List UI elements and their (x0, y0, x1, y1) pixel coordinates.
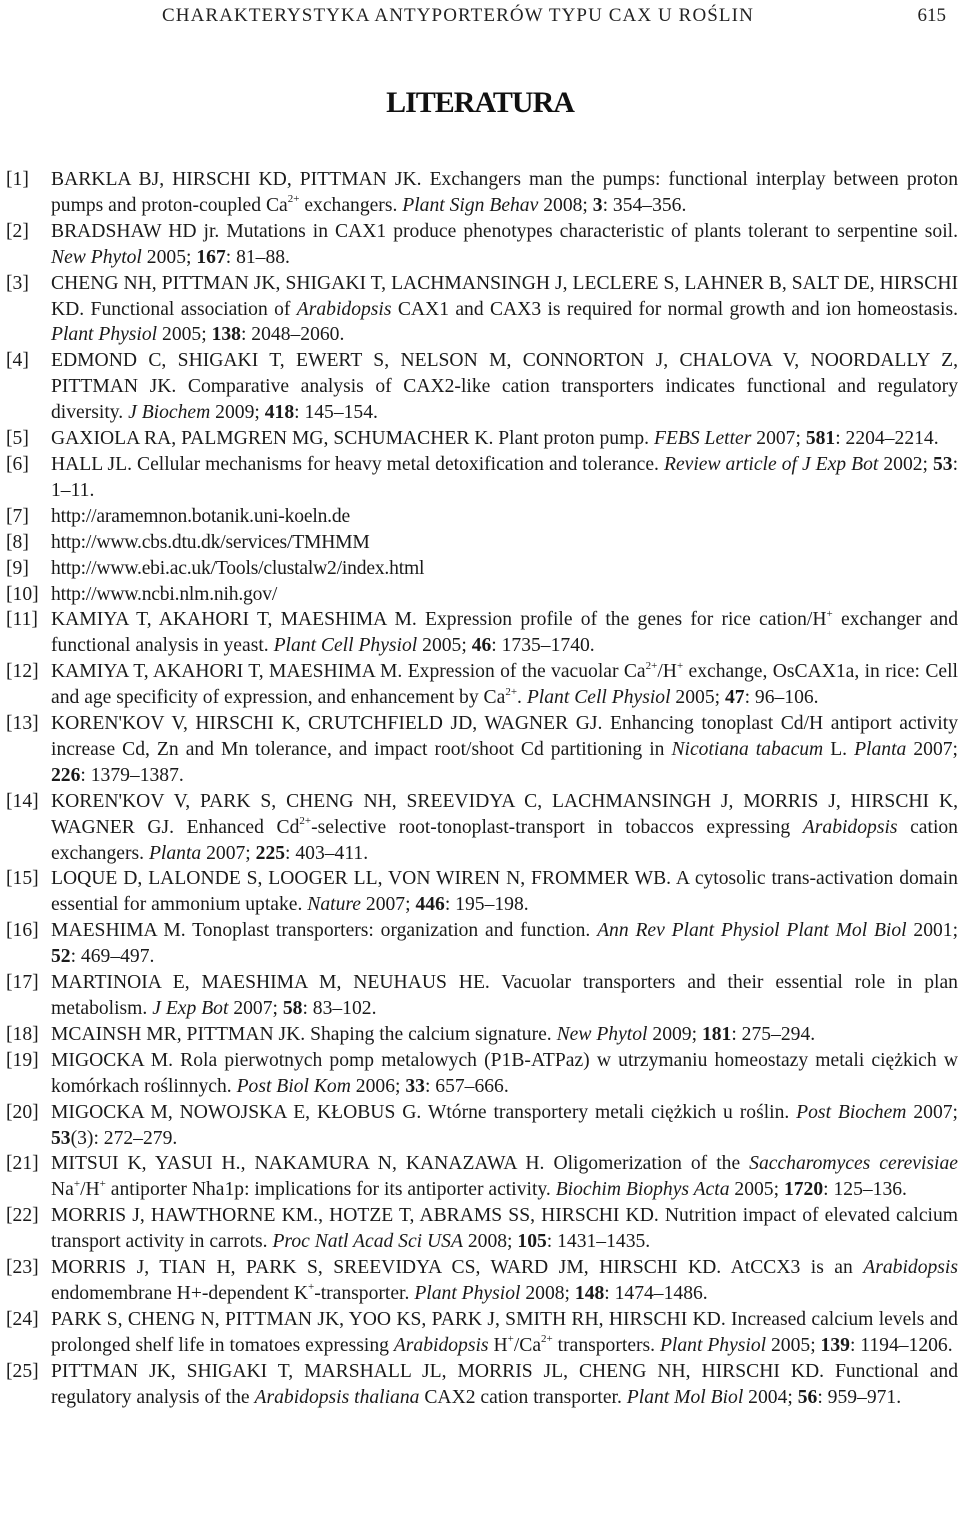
reference-body: MORRIS J, HAWTHORNE KM., HOTZE T, ABRAMS SS, HIRSCHI KD. Nutrition impact of elevated calcium transport activity in carrots. Proc Natl Acad Sci USA 2008; 105: 1431–1435. (51, 1205, 958, 1253)
reference-volume: 418 (264, 402, 295, 424)
reference-authors: BARKLA BJ, HIRSCHI KD, PITTMAN JK. (51, 169, 422, 190)
reference-journal: Plant Cell Physiol (526, 687, 671, 709)
reference-item (6, 970, 958, 1022)
reference-volume: 167 (196, 246, 226, 268)
reference-journal: J Exp Bot (152, 998, 229, 1019)
reference-journal: Plant Physiol (51, 324, 158, 346)
reference-number: [6] (6, 453, 29, 475)
reference-item (6, 607, 958, 659)
reference-body: MITSUI K, YASUI H., NAKAMURA N, KANAZAWA H. Oligomerization of the Saccharomyces cerevisiae Na+/H+ antiporter Nha1p: implications for its antiporter activity. Biochim Biophys Acta 2005; 1720: 125–136. (51, 1153, 958, 1201)
reference-number: [23] (6, 1257, 39, 1279)
reference-item (6, 271, 958, 349)
reference-title: Mutations in CAX1 produce phenotypes characteristic of plants tolerant to serpentine soil. (226, 220, 958, 242)
reference-item (6, 348, 958, 426)
reference-body: LOQUE D, LALONDE S, LOOGER LL, VON WIREN N, FROMMER WB. A cytosolic trans-activation domain essential for ammonium uptake. Nature 2007; 446: 195–198. (51, 868, 958, 916)
reference-title: A cytosolic trans-activation domain essential for ammonium uptake. (51, 868, 958, 916)
reference-url-link[interactable]: http://www.cbs.dtu.dk/services/TMHMM (51, 531, 370, 553)
reference-item (6, 1307, 958, 1359)
reference-journal: New Phytol (556, 1023, 648, 1045)
reference-item (6, 426, 958, 452)
reference-volume: 148 (574, 1282, 605, 1304)
reference-volume: 33 (405, 1075, 425, 1097)
reference-title: Expression profile of the genes for rice cation/H (425, 609, 827, 631)
reference-authors: KOREN'KOV V, PARK S, CHENG NH, SREEVIDYA C, LACHMANSINGH J, MORRIS J, HIRSCHI K, WAGNER GJ. (51, 790, 958, 838)
reference-item (6, 167, 958, 219)
reference-title: Enhancing tonoplast Cd/H antiport activity increase Cd, Zn and Mn tolerance, and impact root/shoot Cd partitioning in (51, 713, 958, 760)
reference-number: [13] (6, 713, 39, 735)
reference-title: Shaping the calcium signature. (310, 1023, 552, 1045)
reference-journal: Ann Rev Plant Physiol Plant Mol Biol (597, 920, 907, 942)
reference-authors: LOQUE D, LALONDE S, LOOGER LL, VON WIREN N, FROMMER WB. (51, 868, 672, 890)
reference-number: [2] (6, 220, 29, 242)
reference-body: MIGOCKA M, NOWOJSKA E, KŁOBUS G. Wtórne transportery metali ciężkich u roślin. Post Biochem 2007; 53(3): 272–279. (51, 1101, 958, 1149)
reference-number: [3] (6, 272, 29, 294)
reference-number: [16] (6, 920, 39, 942)
reference-volume: 181 (701, 1023, 732, 1045)
reference-authors: KAMIYA T, AKAHORI T, MAESHIMA M. (51, 661, 403, 683)
reference-number: [11] (6, 609, 38, 631)
reference-number: [22] (6, 1205, 39, 1227)
reference-title: Tonoplast transporters: organization and function. (192, 920, 591, 942)
reference-volume: 105 (517, 1231, 547, 1253)
section-title: LITERATURA (386, 86, 574, 119)
reference-number: [10] (6, 583, 39, 605)
reference-number: [18] (6, 1023, 39, 1045)
reference-authors: MARTINOIA E, MAESHIMA M, NEUHAUS HE. (51, 972, 490, 994)
reference-body: MARTINOIA E, MAESHIMA M, NEUHAUS HE. Vacuolar transporters and their essential role in plan metabolism. J Exp Bot 2007; 58: 83–102. (51, 972, 958, 1019)
reference-body: HALL JL. Cellular mechanisms for heavy metal detoxification and tolerance. Review article of J Exp Bot 2002; 53: 1–11. (51, 453, 959, 501)
reference-body: MIGOCKA M. Rola pierwotnych pomp metalowych (P1B-ATPaz) w utrzymaniu homeostazy metali ciężkich w komórkach roślinnych. Post Biol Kom 2006; 33: 657–666. (51, 1049, 958, 1097)
reference-number: [9] (6, 557, 29, 579)
reference-body: MORRIS J, TIAN H, PARK S, SREEVIDYA CS, WARD JM, HIRSCHI KD. AtCCX3 is an Arabidopsis endomembrane H+-dependent K+-transporter. Plant Physiol 2008; 148: 1474–1486. (51, 1257, 958, 1304)
reference-item (6, 1203, 958, 1255)
reference-journal: FEBS Letter (653, 428, 752, 450)
reference-volume: 446 (415, 894, 445, 916)
reference-volume: 53 (933, 453, 953, 475)
reference-item (6, 711, 958, 789)
reference-item (6, 1022, 958, 1048)
reference-volume: 139 (820, 1334, 850, 1356)
reference-item (6, 504, 958, 530)
reference-authors: MORRIS J, HAWTHORNE KM., HOTZE T, ABRAMS SS, HIRSCHI KD. (51, 1205, 659, 1227)
reference-authors: MORRIS J, TIAN H, PARK S, SREEVIDYA CS, WARD JM, HIRSCHI KD. (51, 1257, 722, 1279)
reference-list (6, 167, 958, 1411)
reference-number: [5] (6, 428, 29, 450)
reference-volume: 1720 (783, 1179, 824, 1201)
reference-body: MCAINSH MR, PITTMAN JK. Shaping the calcium signature. New Phytol 2009; 181: 275–294. (51, 1023, 816, 1045)
reference-authors: MAESHIMA M. (51, 920, 186, 942)
reference-volume: 56 (797, 1386, 818, 1408)
reference-number: [14] (6, 790, 39, 812)
reference-authors: EDMOND C, SHIGAKI T, EWERT S, NELSON M, CONNORTON J, CHALOVA V, NOORDALLY Z, PITTMAN JK. (51, 350, 958, 398)
reference-volume: 58 (282, 998, 303, 1019)
reference-number: [17] (6, 972, 39, 994)
reference-journal: Plant Mol Biol (626, 1386, 744, 1408)
reference-volume: 3 (592, 194, 603, 216)
reference-number: [8] (6, 531, 29, 553)
reference-item (6, 530, 958, 556)
reference-journal: Post Biochem (796, 1101, 907, 1123)
reference-item (6, 556, 958, 582)
reference-title: Vacuolar transporters and their essential role in plan metabolism. (51, 972, 958, 1019)
reference-title: Wtórne transportery metali ciężkich u roślin. (427, 1101, 790, 1123)
reference-item (6, 1048, 958, 1100)
reference-title: Nutrition impact of elevated calcium transport activity in carrots. (51, 1205, 958, 1253)
reference-number: [12] (6, 661, 39, 683)
reference-number: [4] (6, 350, 29, 372)
reference-number: [7] (6, 505, 29, 527)
reference-journal: J Biochem (128, 402, 211, 424)
reference-body: EDMOND C, SHIGAKI T, EWERT S, NELSON M, CONNORTON J, CHALOVA V, NOORDALLY Z, PITTMAN JK. Comparative analysis of CAX2-like cation transporters indicates functional and regulatory diversity. J Biochem 2009; 418: 145–154. (51, 350, 958, 424)
reference-item (6, 582, 958, 608)
reference-item (6, 219, 958, 271)
reference-title: Rola pierwotnych pomp metalowych (P1B-ATPaz) w utrzymaniu homeostazy metali ciężkich w komórkach roślinnych. (51, 1049, 958, 1097)
reference-title: Functional association of (90, 298, 291, 320)
reference-journal: Nature (307, 894, 361, 916)
reference-title: Exchangers man the pumps: functional interplay between proton pumps and proton-coupled Ca (51, 169, 958, 216)
reference-number: [21] (6, 1153, 39, 1175)
reference-authors: BRADSHAW HD jr. (51, 220, 220, 242)
superscript: + (826, 607, 833, 620)
reference-authors: PITTMAN JK, SHIGAKI T, MARSHALL JL, MORRIS JL, CHENG NH, HIRSCHI KD. (51, 1360, 825, 1382)
reference-volume: 581 (805, 428, 836, 450)
reference-body: MAESHIMA M. Tonoplast transporters: organization and function. Ann Rev Plant Physiol Plant Mol Biol 2001; 52: 469–497. (51, 920, 959, 968)
reference-authors: KOREN'KOV V, HIRSCHI K, CRUTCHFIELD JD, WAGNER GJ. (51, 713, 603, 735)
reference-body: KOREN'KOV V, HIRSCHI K, CRUTCHFIELD JD, WAGNER GJ. Enhancing tonoplast Cd/H antiport activity increase Cd, Zn and Mn tolerance, and impact root/shoot Cd partitioning in Nicotiana tabacum L. Planta 2007; 226: 1379–1387. (51, 713, 958, 786)
reference-authors: MIGOCKA M. (51, 1049, 174, 1071)
reference-authors: MCAINSH MR, PITTMAN JK. (51, 1023, 306, 1045)
reference-number: [19] (6, 1049, 39, 1071)
reference-body: GAXIOLA RA, PALMGREN MG, SCHUMACHER K. Plant proton pump. FEBS Letter 2007; 581: 2204–2214. (51, 428, 939, 450)
reference-body: KAMIYA T, AKAHORI T, MAESHIMA M. Expression profile of the genes for rice cation/H+ exchanger and functional analysis in yeast. Plant Cell Physiol 2005; 46: 1735–1740. (51, 607, 959, 657)
reference-authors: MIGOCKA M, NOWOJSKA E, KŁOBUS G. (51, 1101, 422, 1123)
reference-url-link[interactable]: http://aramemnon.botanik.uni-koeln.de (51, 505, 350, 527)
reference-body: PITTMAN JK, SHIGAKI T, MARSHALL JL, MORRIS JL, CHENG NH, HIRSCHI KD. Functional and regulatory analysis of the Arabidopsis thaliana CAX2 cation transporter. Plant Mol Biol 2004; 56: 959–971. (51, 1360, 958, 1408)
reference-authors: MITSUI K, YASUI H., NAKAMURA N, KANAZAWA H. (51, 1153, 545, 1175)
reference-title: Functional and regulatory analysis of the (51, 1360, 958, 1408)
reference-title: Plant proton pump. (498, 428, 650, 450)
reference-title: Cellular mechanisms for heavy metal detoxification and tolerance. (137, 453, 659, 475)
reference-journal: Proc Natl Acad Sci USA (272, 1231, 463, 1253)
reference-url-link[interactable]: http://www.ebi.ac.uk/Tools/clustalw2/index.html (51, 557, 425, 579)
reference-journal: Planta (854, 738, 907, 760)
reference-journal: New Phytol (51, 246, 142, 268)
reference-authors: KAMIYA T, AKAHORI T, MAESHIMA M. (51, 609, 417, 631)
reference-journal: Review article of J Exp Bot (663, 453, 879, 475)
reference-number: [25] (6, 1360, 39, 1382)
reference-number: [20] (6, 1101, 39, 1123)
running-title: CHARAKTERYSTYKA ANTYPORTERÓW TYPU CAX U ROŚLIN (162, 5, 754, 26)
reference-url-link[interactable]: http://www.ncbi.nlm.nih.gov/ (51, 583, 278, 605)
superscript: 2+ (287, 193, 300, 206)
reference-body: KOREN'KOV V, PARK S, CHENG NH, SREEVIDYA C, LACHMANSINGH J, MORRIS J, HIRSCHI K, WAGNER GJ. Enhanced $Cd^{2+}$-selective root-tonoplast-transport in tobaccos expressing Arabidopsis cation exchangers. Planta 2007; 225: 403–411. (51, 790, 958, 864)
reference-number: [15] (6, 868, 39, 890)
reference-authors: CHENG NH, PITTMAN JK, SHIGAKI T, LACHMANSINGH J, LECLERE S, LAHNER B, SALT DE, HIRSCHI KD. (51, 272, 958, 320)
reference-journal: Plant Physiol (659, 1334, 767, 1356)
reference-item (6, 918, 958, 970)
reference-authors: HALL JL. (51, 453, 133, 475)
reference-volume: 47 (724, 687, 745, 709)
reference-journal: Biochim Biophys Acta (555, 1179, 730, 1201)
reference-volume: 226 (51, 764, 81, 786)
page-number: 615 (917, 5, 946, 26)
reference-number: [1] (6, 169, 29, 190)
reference-volume: 53 (51, 1127, 71, 1149)
reference-journal: Plant Cell Physiol (273, 635, 418, 657)
reference-volume: 52 (51, 946, 71, 968)
reference-authors: GAXIOLA RA, PALMGREN MG, SCHUMACHER K. (51, 428, 494, 450)
reference-title: Expression of the vacuolar Ca (407, 661, 646, 683)
reference-title: Comparative analysis of CAX2-like cation transporters indicates functional and regulatory diversity. (51, 376, 958, 424)
reference-volume: 225 (255, 842, 286, 864)
reference-item (6, 1100, 958, 1152)
reference-journal: Planta (148, 842, 202, 864)
reference-body: KAMIYA T, AKAHORI T, MAESHIMA M. Expression of the vacuolar $Ca^{2+}/H^+$ exchange, OsCAX1a, in rice: Cell and age specificity of expression, and enhancement by $Ca^{2+}$. Plant Cell Physiol 2005; 47: 96–106. (51, 659, 958, 709)
reference-volume: 46 (471, 635, 492, 657)
reference-title: AtCCX3 is an (730, 1257, 853, 1279)
reference-body: CHENG NH, PITTMAN JK, SHIGAKI T, LACHMANSINGH J, LECLERE S, LAHNER B, SALT DE, HIRSCHI KD. Functional association of Arabidopsis CAX1 and CAX3 is required for normal growth and ion homeostasis. Plant Physiol 2005; 138: 2048–2060. (51, 272, 959, 346)
reference-item (6, 659, 958, 711)
reference-journal: Plant Physiol (414, 1282, 521, 1304)
reference-journal: Post Biol Kom (236, 1075, 351, 1097)
reference-title: Oligomerization of the (553, 1153, 741, 1175)
reference-body: PARK S, CHENG N, PITTMAN JK, YOO KS, PARK J, SMITH RH, HIRSCHI KD. Increased calcium levels and prolonged shelf life in tomatoes expressing Arabidopsis $H^+/Ca^{2+}$ transporters. Plant Physiol 2005; 139: 1194–1206. (51, 1308, 958, 1356)
reference-number: [24] (6, 1308, 39, 1330)
reference-item (6, 866, 958, 918)
reference-title: Increased calcium levels and prolonged shelf life in tomatoes expressing (51, 1308, 958, 1356)
reference-item (6, 1255, 958, 1307)
reference-journal: Plant Sign Behav (402, 194, 539, 216)
reference-item (6, 452, 958, 504)
reference-item (6, 1359, 958, 1411)
reference-item (6, 789, 958, 867)
reference-authors: PARK S, CHENG N, PITTMAN JK, YOO KS, PARK J, SMITH RH, HIRSCHI KD. (51, 1308, 726, 1330)
reference-body: BARKLA BJ, HIRSCHI KD, PITTMAN JK. Exchangers man the pumps: functional interplay between proton pumps and proton-coupled $Ca^{2+}$ exchangers. Plant Sign Behav 2008; 3: 354–356. (51, 169, 958, 216)
reference-volume: 138 (211, 324, 241, 346)
reference-title: Enhanced Cd (186, 816, 300, 838)
reference-body: BRADSHAW HD jr. Mutations in CAX1 produce phenotypes characteristic of plants tolerant to serpentine soil. New Phytol 2005; 167: 81–88. (51, 220, 958, 268)
reference-item (6, 1151, 958, 1203)
